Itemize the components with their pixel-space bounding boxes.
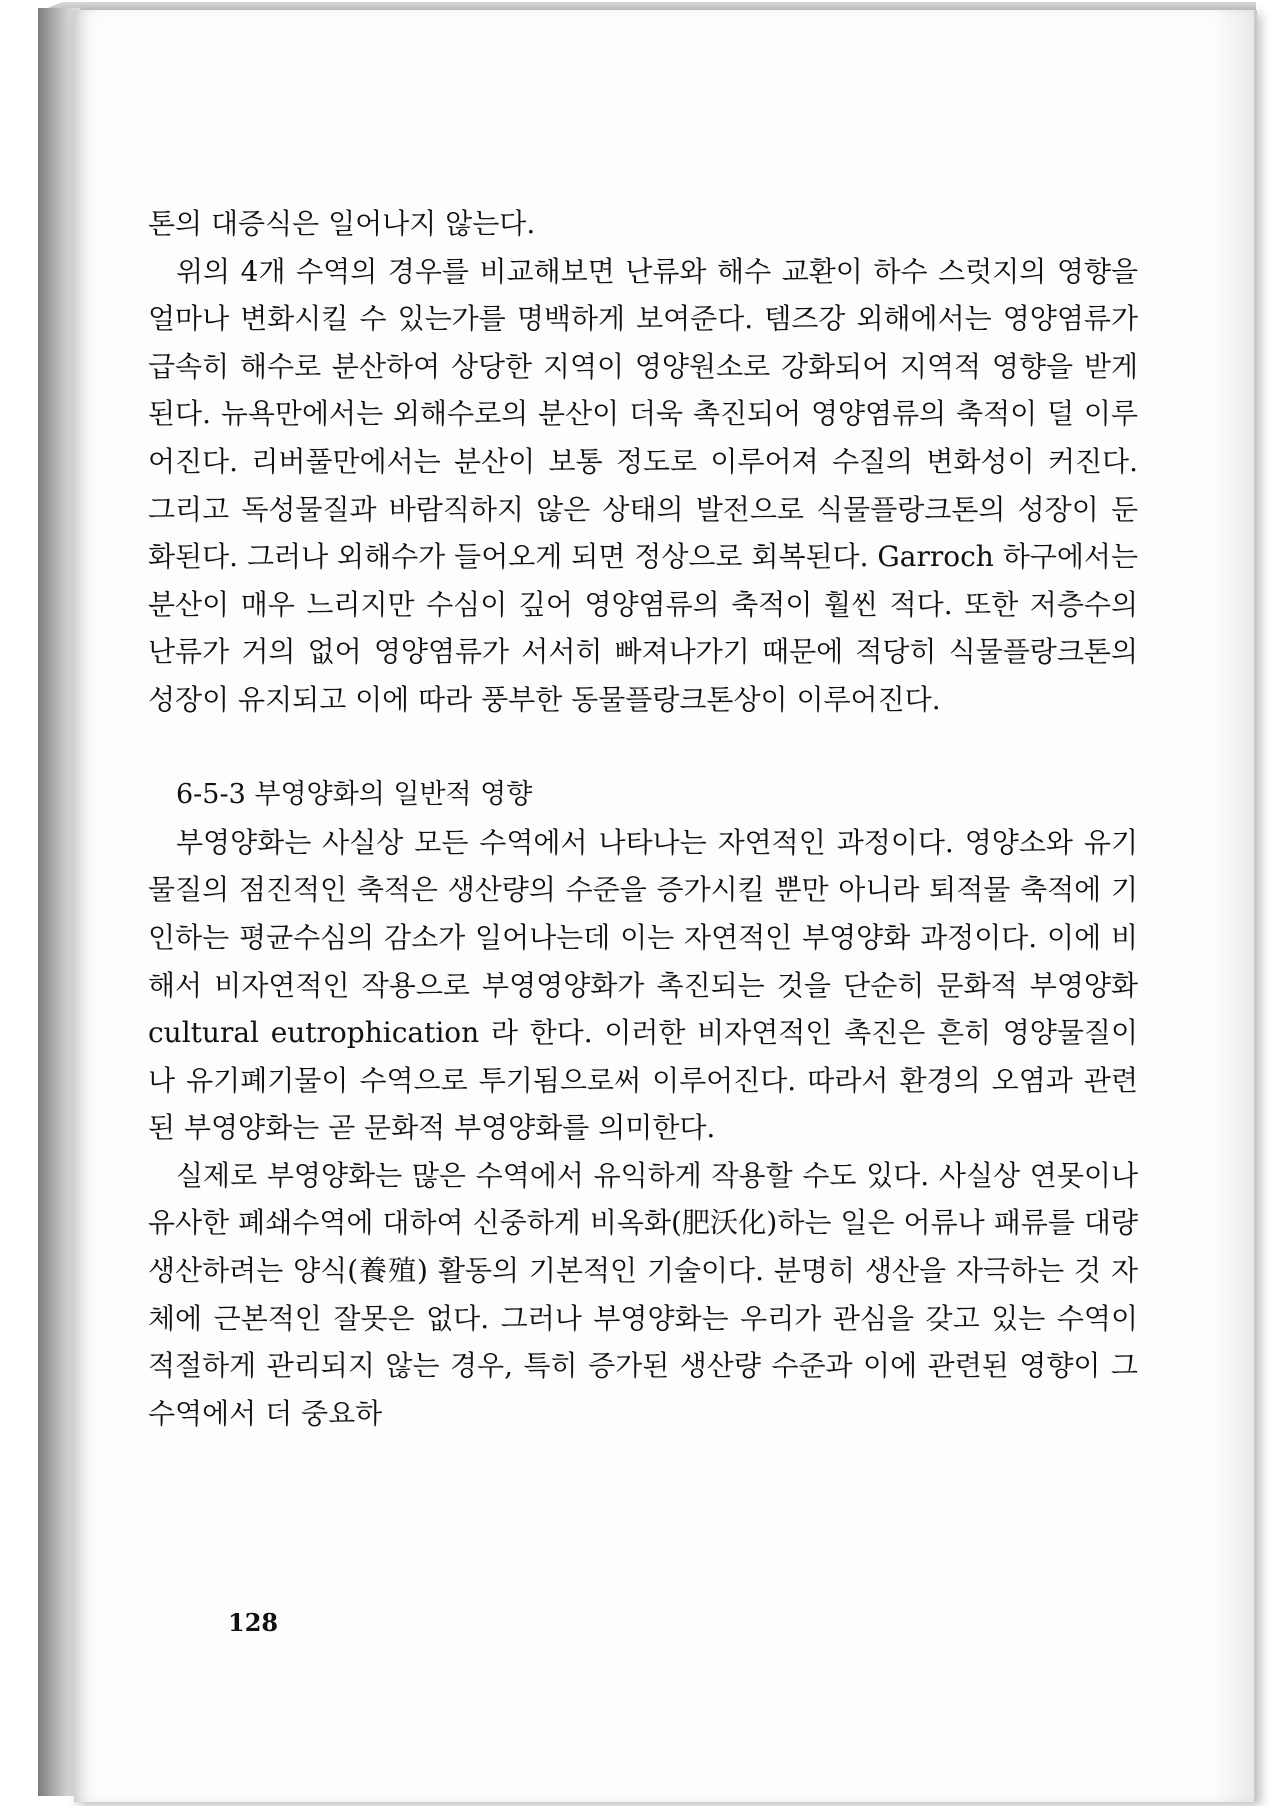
paragraph-eutrophication-intro: 부영양화는 사실상 모든 수역에서 나타나는 자연적인 과정이다. 영양소와 유기물질의 점진적인 축적은 생산량의 수준을 증가시킬 뿐만 아니라 퇴적물 축적에 기인하는 평균수심의 감소가 일어나는데 이는 자연적인 부영양화 과정이다. 이에 비해서 비자연적인 작용으로 부영영양화가 촉진되는 것을 단순히 문화적 부영양화 cultural eutrophication 라 한다. 이러한 비자연적인 촉진은 흔히 영양물질이나 유기폐기물이 수역으로 투기됨으로써 이루어진다. 따라서 환경의 오염과 관련된 부영양화는 곧 문화적 부영양화를 의미한다. (148, 825, 1138, 1145)
paragraph-eutrophication-benefit: 실제로 부영양화는 많은 수역에서 유익하게 작용할 수도 있다. 사실상 연못이나 유사한 폐쇄수역에 대하여 신중하게 비옥화(肥沃化)하는 일은 어류나 패류를 대량 생산하려는 양식(養殖) 활동의 기본적인 기술이다. 분명히 생산을 자극하는 것 자체에 근본적인 잘못은 없다. 그러나 부영양화는 우리가 관심을 갖고 있는 수역이 적절하게 관리되지 않는 경우, 특히 증가된 생산량 수준과 이에 관련된 영향이 그 수역에서 더 중요하 (148, 1158, 1138, 1430)
page-number: 128 (228, 1608, 279, 1637)
paragraph-comparison: 위의 4개 수역의 경우를 비교해보면 난류와 해수 교환이 하수 스럿지의 영향을 얼마나 변화시킬 수 있는가를 명백하게 보여준다. 템즈강 외해에서는 영양염류가 급속히 해수로 분산하여 상당한 지역이 영양원소로 강화되어 지역적 영향을 받게 된다. 뉴욕만에서는 외해수로의 분산이 더욱 촉진되어 영양염류의 축적이 덜 이루어진다. 리버풀만에서는 분산이 보통 정도로 이루어져 수질의 변화성이 커진다. 그리고 독성물질과 바람직하지 않은 상태의 발전으로 식물플랑크톤의 성장이 둔화된다. 그러나 외해수가 들어오게 되면 정상으로 회복된다. Garroch 하구에서는 분산이 매우 느리지만 수심이 깊어 영양염류의 축적이 훨씬 적다. 또한 저층수의 난류가 거의 없어 영양염류가 서서히 빠져나가기 때문에 적당히 식물플랑크톤의 성장이 유지되고 이에 따라 풍부한 동물플랑크톤상이 이루어진다. (148, 254, 1138, 716)
section-heading: 6-5-3 부영양화의 일반적 영향 (176, 779, 533, 811)
page-body (148, 200, 1138, 1437)
paragraph-continuation: 톤의 대증식은 일어나지 않는다. (148, 207, 536, 240)
page-shade (1214, 10, 1254, 1802)
